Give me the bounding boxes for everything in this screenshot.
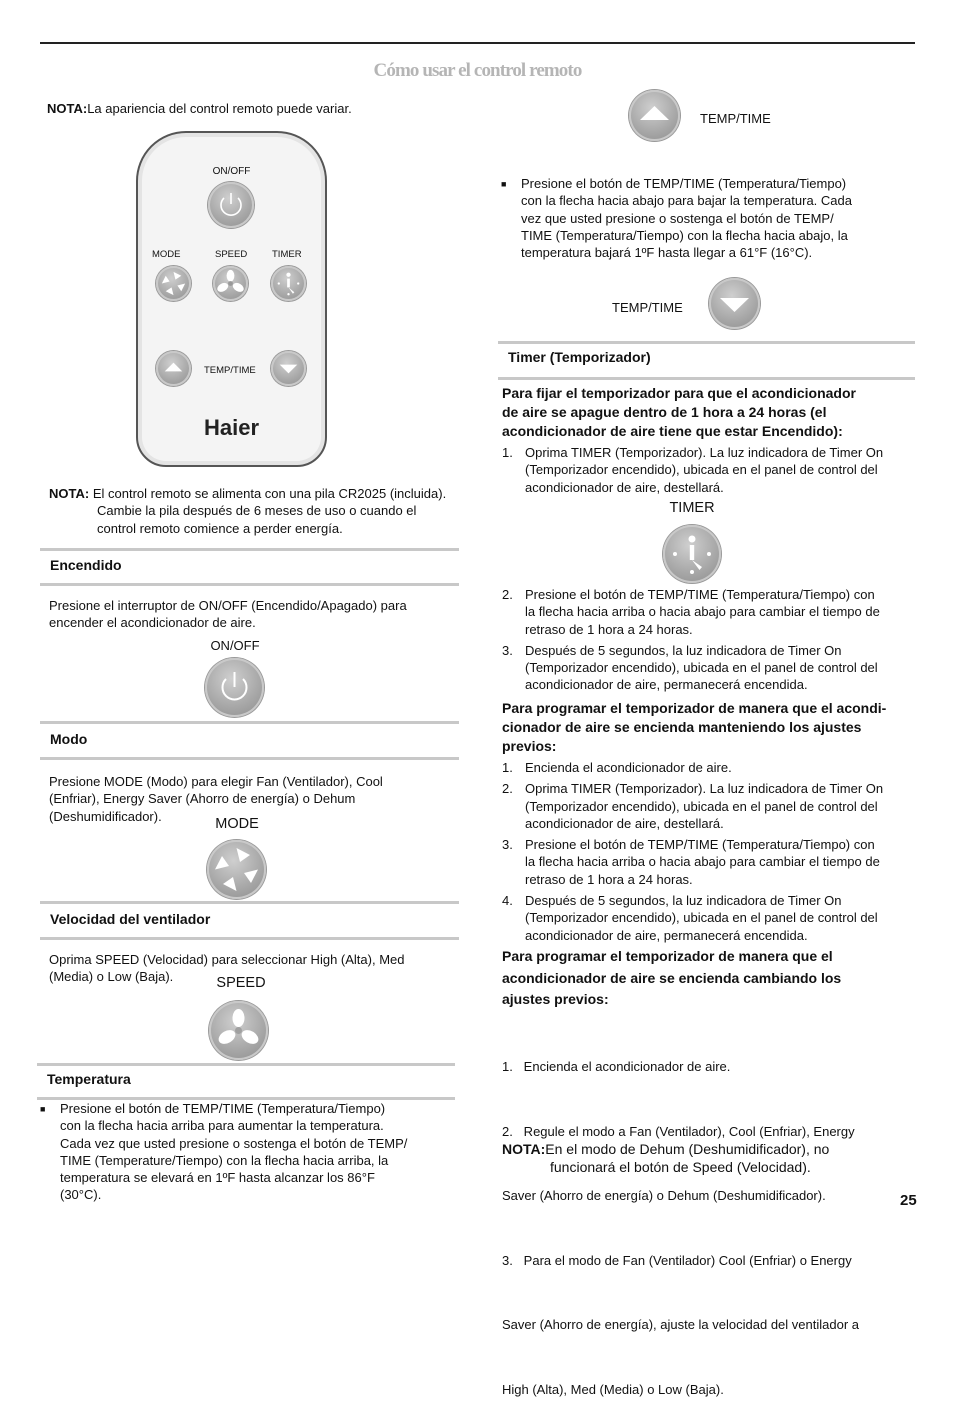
list-item: 2. Oprima TIMER (Temporizador). La luz indicadora de Timer On (Temporizador encendido), ubicada en el panel de control del acondicionador de aire, destellará. <box>502 781 884 831</box>
rule-modo-top <box>40 721 459 724</box>
page-number: 25 <box>900 1192 917 1209</box>
heading-modo: Modo <box>50 731 88 747</box>
rule-encendido-bottom <box>40 583 459 586</box>
heading-velocidad: Velocidad del ventilador <box>50 911 211 927</box>
remote-speed-button[interactable] <box>213 266 248 301</box>
list-item: 2. Presione el botón de TEMP/TIME (Temperatura/Tiempo) con la flecha hacia arriba o hacia abajo para cambiar el tiempo de retraso de 1 hora a 24 horas. <box>502 587 880 637</box>
timer-steps-1a <box>502 444 917 500</box>
remote-timer-label: TIMER <box>272 249 302 260</box>
list-item: 1. Oprima TIMER (Temporizador). La luz indicadora de Timer On (Temporizador encendido), ubicada en el panel de control del acondicionador de aire, destellará. <box>502 445 884 495</box>
nota-appearance: NOTA:La apariencia del control remoto puede variar. <box>47 101 352 116</box>
rule-velocidad-bottom <box>40 937 459 940</box>
speed-icon-label: SPEED <box>216 975 266 991</box>
timer-icon-label: TIMER <box>669 500 715 516</box>
rule-modo-bottom <box>40 757 459 760</box>
timer-steps-2 <box>502 759 917 948</box>
remote-on-off-label: ON/OFF <box>212 166 251 177</box>
velocidad-text: Oprima SPEED (Velocidad) para seleccionar High (Alta), Med (Media) o Low (Baja). <box>49 952 405 985</box>
remote-mode-button[interactable] <box>156 266 191 301</box>
list-item: 3. Después de 5 segundos, la luz indicadora de Timer On (Temporizador encendido), ubicada en el panel de control del acondicionador de aire, permanecerá encendida. <box>502 642 878 693</box>
modo-text: Presione MODE (Modo) para elegir Fan (Ventilador), Cool (Enfriar), Energy Saver (Ahorro de energía) o Dehum (Deshumidificador). <box>49 774 383 824</box>
list-item: 1. Encienda el acondicionador de aire. <box>502 760 732 775</box>
mode-icon-label: MODE <box>215 816 259 832</box>
on-off-icon-label: ON/OFF <box>210 638 260 653</box>
temp-down-button-icon <box>709 278 760 329</box>
timer-nota: NOTA:En el modo de Dehum (Deshumidificador), no funcionará el botón de Speed (Velocidad). <box>502 1141 830 1175</box>
heading-timer: Timer (Temporizador) <box>508 349 651 365</box>
remote-temp-time-label: TEMP/TIME <box>204 365 256 376</box>
temp-down-text: Presione el botón de TEMP/TIME (Temperatura/Tiempo) con la flecha hacia abajo para bajar la temperatura. Cada vez que usted presione o sostenga el botón de TEMP/ TIME (Temperatura/Tiempo) con la flecha hacia abajo, la temperatura bajará 1ºF hasta llegar a 61°F (16°C). <box>521 176 852 261</box>
timer-subheading-1: Para fijar el temporizador para que el acondicionador de aire se apague dentro de 1 hora a 24 horas (el acondicionador de aire tiene que estar Encendido): <box>502 385 856 439</box>
remote-timer-button[interactable] <box>271 266 306 301</box>
speed-button-icon <box>209 1001 268 1060</box>
list-item: 3. Presione el botón de TEMP/TIME (Temperatura/Tiempo) con la flecha hacia arriba o hacia abajo para cambiar el tiempo de retraso de 1 hora a 24 horas. <box>502 837 880 887</box>
on-off-button-icon <box>205 658 264 717</box>
rule-temperatura-top <box>37 1063 455 1066</box>
remote-temp-up-button[interactable] <box>156 351 191 386</box>
timer-subheading-2: Para programar el temporizador de manera que el acondi- cionador de aire se encienda manteniendo los ajustes previos: <box>502 700 887 754</box>
remote-power-button[interactable] <box>208 182 254 228</box>
page-title: Cómo usar el control remoto <box>373 60 582 81</box>
list-item: 4. Después de 5 segundos, la luz indicadora de Timer On (Temporizador encendido), ubicada en el panel de control del acondicionador de aire, permanecerá encendida. <box>502 893 878 943</box>
remote-speed-label: SPEED <box>215 249 248 260</box>
timer-steps-3: 1. Encienda el acondicionador de aire. 2. Regule el modo a Fan (Ventilador), Cool (Enfriar), Energy Saver (Ahorro de energía) o Dehum (Deshumidificador). 3. Para el modo de Fan (Ventilador) Cool (Enfriar) o Energy Saver (Ahorro de energía), ajuste la velocidad del ventilador a High (Alta), Med (Media) o Low (Baja). <box>502 1059 859 1397</box>
bullet-temp-up: ■ <box>40 1104 46 1114</box>
heading-encendido: Encendido <box>50 557 122 573</box>
remote-control <box>136 131 327 467</box>
rule-timer-bottom <box>498 377 915 380</box>
rule-timer-top <box>498 341 915 344</box>
temp-up-button-icon <box>629 90 680 141</box>
temp-down-icon-label: TEMP/TIME <box>612 300 683 315</box>
mode-button-icon <box>207 840 266 899</box>
timer-steps-1b <box>502 586 917 698</box>
rule-velocidad-top <box>40 901 459 904</box>
timer-button-icon <box>663 525 721 583</box>
remote-brand-logo: Haier <box>203 415 260 440</box>
bullet-temp-down: ■ <box>501 179 507 189</box>
top-rule <box>40 42 915 44</box>
remote-mode-label: MODE <box>152 249 181 260</box>
nota-battery: NOTA: El control remoto se alimenta con una pila CR2025 (incluida). Cambie la pila después de 6 meses de uso o cuando el control remoto comience a perder energía. <box>49 486 447 536</box>
timer-subheading-3: Para programar el temporizador de manera que el acondicionador de aire se encienda cambiando los ajustes previos: <box>502 948 842 1007</box>
temp-up-text: Presione el botón de TEMP/TIME (Temperatura/Tiempo) con la flecha hacia arriba para aumentar la temperatura. Cada vez que usted presione o sostenga el botón de TEMP/ TIME (Temperature/Tiempo) con la flecha hacia arriba, la temperatura se elevará en 1ºF hasta alcanzar los 86°F (30°C). <box>60 1101 408 1203</box>
remote-temp-down-button[interactable] <box>271 351 306 386</box>
rule-encendido-top <box>40 548 459 551</box>
heading-temperatura: Temperatura <box>47 1071 131 1087</box>
encendido-text: Presione el interruptor de ON/OFF (Encendido/Apagado) para encender el acondicionador de aire. <box>49 598 407 631</box>
temp-up-icon-label: TEMP/TIME <box>700 111 771 126</box>
